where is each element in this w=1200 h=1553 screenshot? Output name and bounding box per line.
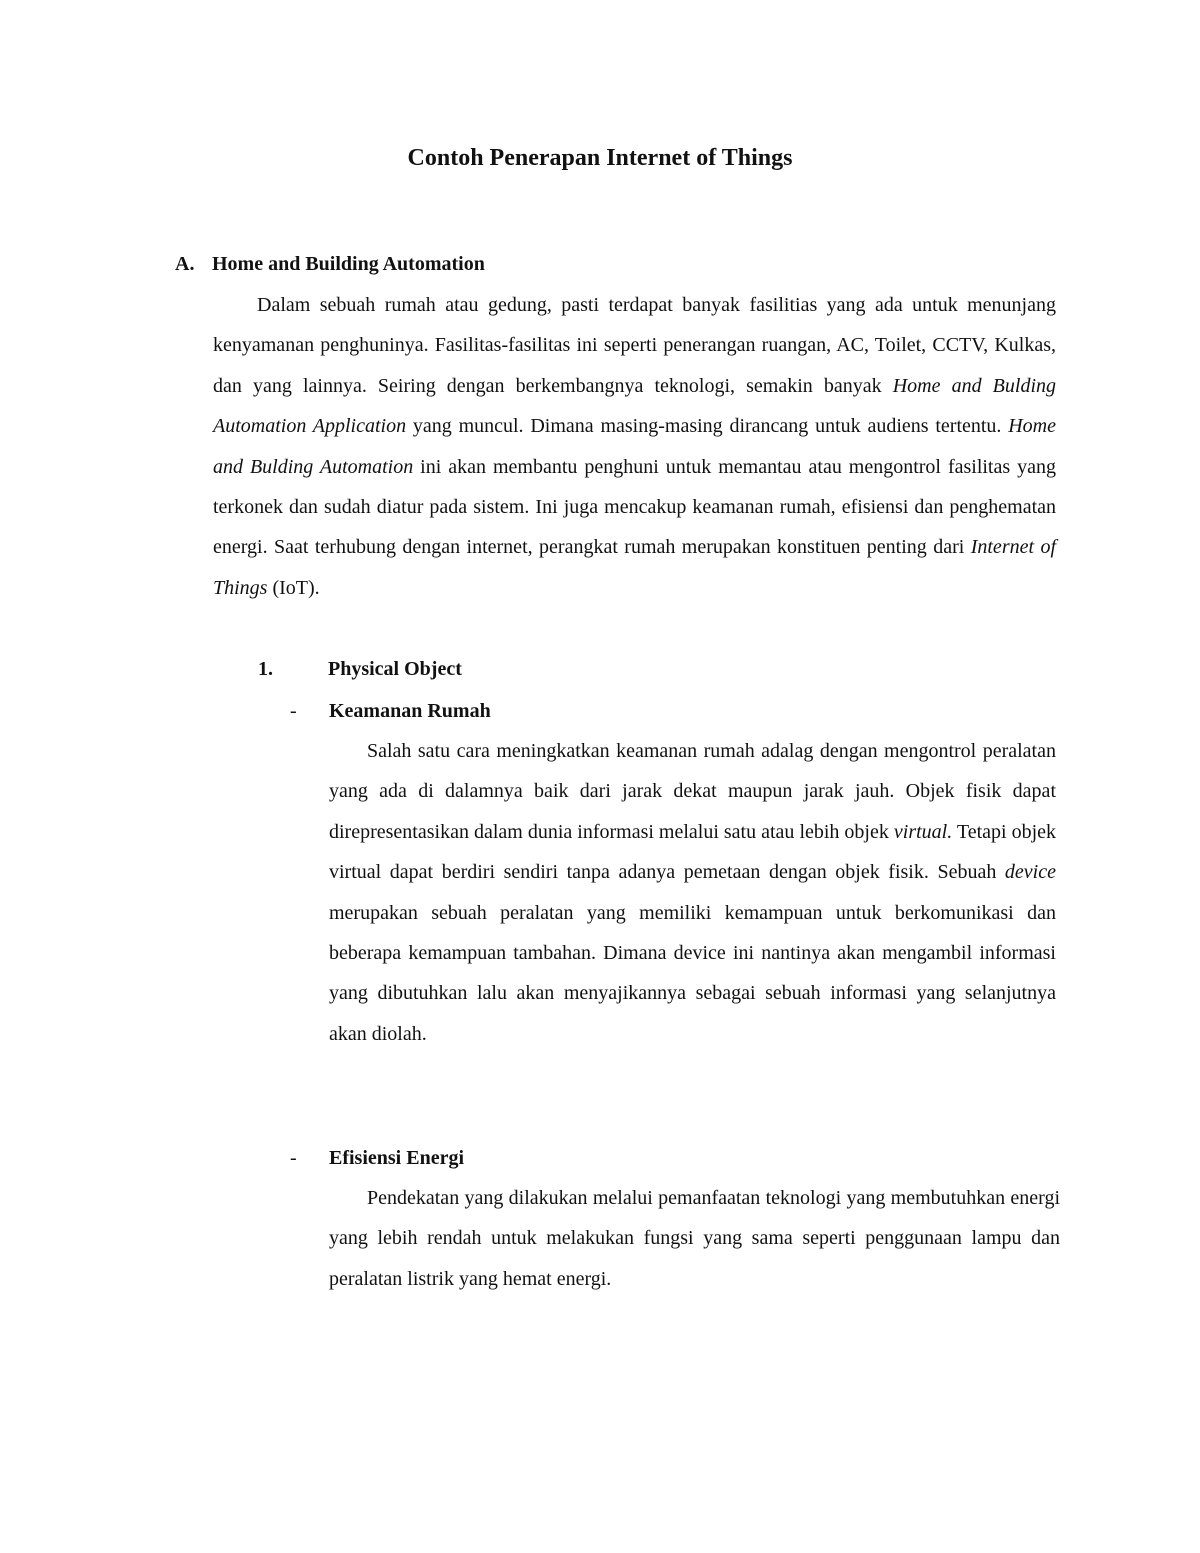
section-heading-text: Home and Building Automation	[212, 253, 485, 275]
subsection-heading-1	[258, 655, 462, 683]
text-segment: ini akan membantu penghuni untuk memantau atau mengontrol fasilitas yang terkonek dan sudah diatur pada sistem. Ini juga mencakup keamanan rumah, efisiensi dan penghematan energi. Saat terhubung dengan internet, perangkat rumah merupakan konstituen penting dari	[213, 455, 1056, 559]
text-segment: Pendekatan yang dilakukan melalui pemanfaatan teknologi yang membutuhkan energi yang lebih rendah untuk melakukan fungsi yang sama seperti penggunaan lampu dan peralatan listrik yang hemat energi.	[329, 1187, 1060, 1290]
italic-text-segment: Internet of Things	[213, 536, 1056, 599]
text-segment: Dalam sebuah rumah atau gedung, pasti terdapat banyak fasilitias yang ada untuk menunjang kenyamanan penghuninya. Fasilitas-fasilitas ini seperti penerangan ruangan, AC, Toilet, CCTV, Kulkas, dan yang lainnya. Seiring dengan berkembangnya teknologi, semakin banyak	[213, 294, 1056, 397]
italic-text-segment: virtual.	[893, 820, 953, 843]
page-title: Contoh Penerapan Internet of Things	[407, 145, 793, 171]
subsection-number: 1.	[258, 658, 273, 680]
subsection-heading-text: Physical Object	[328, 658, 462, 680]
bullet-heading-text: Keamanan Rumah	[329, 700, 491, 722]
text-segment: Salah satu cara meningkatkan keamanan rumah adalag dengan mengontrol peralatan yang ada di dalamnya baik dari jarak dekat maupun jarak jauh. Objek fisik dapat direpresentasikan dalam dunia informasi melalui satu atau lebih objek	[329, 740, 1056, 843]
text-segment: (IoT).	[267, 576, 320, 599]
text-segment: merupakan sebuah peralatan yang memiliki kemampuan untuk berkomunikasi dan beberapa kemampuan tambahan. Dimana device ini nantinya akan mengambil informasi yang dibutuhkan lalu akan menyajikannya sebagai sebuah informasi yang selanjutnya akan diolah.	[329, 901, 1056, 1045]
section-heading-a	[175, 250, 485, 278]
bullet-heading-efisiensi-energi	[290, 1144, 464, 1172]
section-a-paragraph	[213, 285, 1056, 608]
bullet-dash: -	[290, 1147, 297, 1169]
italic-text-segment: device	[1004, 861, 1056, 884]
efisiensi-energi-paragraph	[329, 1178, 1060, 1299]
bullet-dash: -	[290, 700, 297, 722]
italic-text-segment: Home and Bulding Automation	[213, 415, 1056, 478]
text-segment: Tetapi objek virtual dapat berdiri sendiri tanpa adanya pemetaan dengan objek fisik. Sebuah	[329, 820, 1057, 884]
text-segment: yang muncul. Dimana masing-masing dirancang untuk audiens tertentu.	[406, 415, 1009, 438]
section-letter: A.	[175, 253, 195, 275]
bullet-heading-text: Efisiensi Energi	[329, 1147, 465, 1169]
bullet-heading-keamanan-rumah	[290, 697, 491, 725]
italic-text-segment: Home and Bulding Automation Application	[213, 374, 1057, 438]
keamanan-rumah-paragraph	[329, 731, 1056, 1054]
